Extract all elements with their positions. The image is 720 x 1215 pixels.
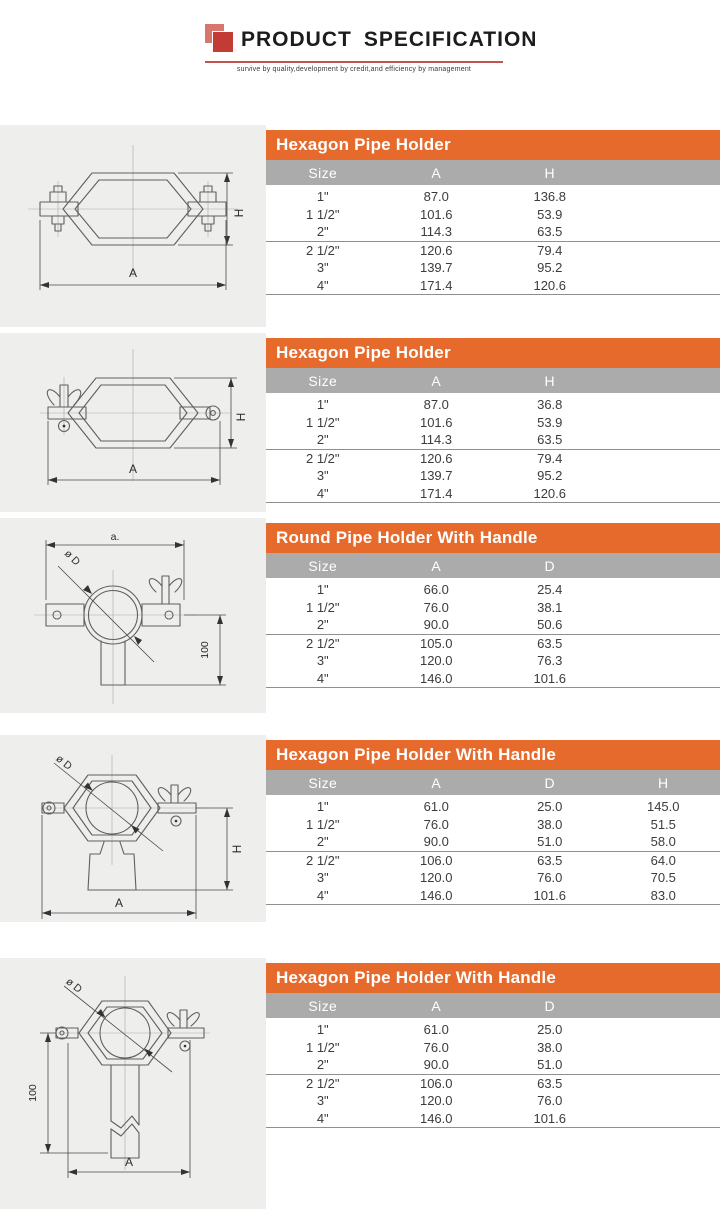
cell-value: 51.0 (537, 1057, 563, 1073)
column-header: Size (266, 160, 380, 185)
column-header: H (607, 770, 720, 795)
cell-value: 25.0 (537, 799, 563, 815)
cell-value: 51.0 (537, 834, 563, 850)
table-row (266, 223, 720, 241)
cell-value: 76.0 (423, 599, 449, 615)
cell-empty (607, 1018, 720, 1039)
cell-empty (607, 652, 720, 670)
table-header-row (266, 368, 720, 393)
cell-value: 76.0 (423, 1039, 449, 1055)
column-header: H (493, 160, 607, 185)
drawing-panel-5 (0, 958, 266, 1209)
table-row (266, 833, 720, 851)
page-title (241, 20, 538, 60)
section-title-bar (266, 963, 720, 993)
brand-logo (205, 24, 239, 58)
section-hexagon-holder-handle-2 (0, 958, 720, 1209)
cell-value: 63.5 (493, 634, 607, 652)
title-word-specification: SPECIFICATION (363, 28, 538, 51)
cell-value: 53.9 (537, 414, 563, 430)
section-title-bar (266, 523, 720, 553)
cell-value: 76.0 (423, 816, 449, 832)
page-header (0, 0, 720, 125)
drawing-panel-1 (0, 125, 266, 327)
cell-value: 53.9 (537, 206, 563, 222)
section-title: Hexagon Pipe Holder With Handle (276, 968, 556, 987)
table-row (266, 1039, 720, 1057)
section-hexagon-pipe-holder-2 (0, 333, 720, 512)
cell-empty (607, 206, 720, 224)
column-header: A (380, 368, 494, 393)
table-row (266, 414, 720, 432)
table-panel-3 (266, 518, 720, 713)
drawing-panel-4 (0, 735, 266, 922)
table-row (266, 485, 720, 503)
table-panel-2 (266, 333, 720, 512)
dim-label-height: H (232, 208, 246, 218)
cell-value: 101.6 (419, 206, 453, 222)
cell-value: 120.0 (419, 1093, 453, 1109)
cell-empty (607, 393, 720, 414)
section-title-bar (266, 338, 720, 368)
cell-value: 105.0 (380, 634, 494, 652)
cell-size: 3" (316, 468, 329, 484)
cell-value: 90.0 (423, 617, 449, 633)
spec-table-3 (266, 553, 720, 688)
cell-value: 70.5 (650, 870, 676, 886)
cell-value: 63.5 (493, 1074, 607, 1092)
column-header: Size (266, 993, 380, 1018)
column-header: D (493, 993, 607, 1018)
cell-empty (607, 467, 720, 485)
cell-value: 90.0 (423, 834, 449, 850)
dim-label-height: H (230, 844, 244, 854)
cell-size: 3" (316, 870, 329, 886)
column-header: D (493, 770, 607, 795)
cell-value: 106.0 (380, 851, 494, 869)
section-round-pipe-holder-handle (0, 518, 720, 713)
table-body (266, 795, 720, 905)
cell-size: 4" (266, 485, 380, 503)
cell-value: 87.0 (423, 397, 449, 413)
table-row (266, 1092, 720, 1110)
cell-value: 146.0 (380, 1110, 494, 1128)
column-header: H (493, 368, 607, 393)
cell-value: 58.0 (650, 834, 676, 850)
cell-size: 2" (316, 1057, 329, 1073)
cell-empty (607, 241, 720, 259)
centerlines (28, 145, 238, 277)
cell-empty (607, 1074, 720, 1092)
spec-table-2 (266, 368, 720, 503)
cell-size: 4" (266, 277, 380, 295)
table-row (266, 431, 720, 449)
column-header: D (493, 553, 607, 578)
dim-top-width (46, 531, 184, 600)
cell-empty (607, 223, 720, 241)
cell-size: 1 1/2" (305, 1039, 340, 1055)
table-header-row (266, 160, 720, 185)
dim-label-width: A (114, 896, 124, 910)
cell-size: 1 1/2" (305, 206, 340, 222)
table-row (266, 816, 720, 834)
column-header-empty (607, 553, 720, 578)
cell-value: 95.2 (537, 468, 563, 484)
dim-label-height: H (234, 412, 248, 422)
cell-value: 101.6 (493, 887, 607, 905)
table-row (266, 185, 720, 206)
cell-size: 1 1/2" (305, 414, 340, 430)
section-title-bar (266, 740, 720, 770)
cell-size: 2" (316, 617, 329, 633)
table-row (266, 1056, 720, 1074)
cell-value: 101.6 (493, 1110, 607, 1128)
table-row (266, 259, 720, 277)
cell-empty (607, 431, 720, 449)
cell-value: 101.6 (493, 670, 607, 688)
table-panel-1 (266, 125, 720, 327)
cell-size: 2" (316, 224, 329, 240)
brand-block (205, 20, 538, 73)
cell-empty (607, 485, 720, 503)
table-row (266, 1110, 720, 1128)
cell-empty (607, 1039, 720, 1057)
dim-label-a: a. (110, 531, 120, 543)
cell-value: 120.6 (380, 241, 494, 259)
table-row (266, 206, 720, 224)
cell-value: 114.3 (420, 432, 453, 448)
cell-value: 95.2 (537, 260, 563, 276)
cell-size: 4" (266, 670, 380, 688)
column-header: A (380, 770, 494, 795)
cell-value: 146.0 (380, 670, 494, 688)
cell-size: 1" (316, 799, 329, 815)
dim-width (42, 815, 196, 919)
wing-nut-right (158, 785, 190, 826)
centerlines (54, 976, 210, 1170)
table-row (266, 467, 720, 485)
cell-empty (607, 578, 720, 599)
cell-value: 83.0 (607, 887, 720, 905)
cell-value: 38.1 (537, 599, 563, 615)
cell-value: 25.0 (537, 1022, 563, 1038)
table-panel-5 (266, 958, 720, 1209)
technical-drawing-hexagon-holder-hinged (0, 333, 266, 512)
tagline: survive by quality,development by credit,and efficiency by management (236, 66, 472, 73)
column-header: A (380, 553, 494, 578)
title-underline (205, 61, 503, 63)
cell-value: 106.0 (380, 1074, 494, 1092)
cell-size: 3" (316, 260, 329, 276)
cell-empty (607, 259, 720, 277)
wing-nut-top (149, 576, 181, 604)
cell-size: 1 1/2" (305, 599, 340, 615)
cell-value: 38.0 (537, 1039, 563, 1055)
spec-table-4 (266, 770, 720, 905)
table-header-row (266, 770, 720, 795)
cell-value: 120.0 (419, 870, 453, 886)
table-body (266, 393, 720, 503)
cell-value: 139.7 (419, 468, 453, 484)
cell-value: 120.6 (493, 277, 607, 295)
cell-size: 2 1/2" (266, 634, 380, 652)
dim-label-height: 100 (199, 641, 211, 659)
column-header-empty (607, 368, 720, 393)
column-header: A (380, 993, 494, 1018)
cell-empty (607, 1056, 720, 1074)
cell-value: 66.0 (423, 582, 449, 598)
cell-value: 120.6 (380, 449, 494, 467)
table-row (266, 869, 720, 887)
section-title: Round Pipe Holder With Handle (276, 528, 538, 547)
cell-value: 76.3 (537, 653, 563, 669)
table-row (266, 393, 720, 414)
dim-label-diameter: ø D (63, 975, 85, 996)
cell-empty (607, 277, 720, 295)
cell-size: 4" (266, 1110, 380, 1128)
section-title: Hexagon Pipe Holder With Handle (276, 745, 556, 764)
table-row (266, 634, 720, 652)
cell-size: 4" (266, 887, 380, 905)
column-header: A (380, 160, 494, 185)
cell-empty (607, 1110, 720, 1128)
cell-value: 64.0 (607, 851, 720, 869)
cell-value: 90.0 (423, 1057, 449, 1073)
cell-value: 61.0 (423, 1022, 449, 1038)
dim-label-width: A (124, 1155, 134, 1169)
title-word-product: PRODUCT (241, 28, 352, 51)
dim-label-diameter: ø D (53, 752, 75, 773)
drawing-panel-2 (0, 333, 266, 512)
section-title: Hexagon Pipe Holder (276, 343, 451, 362)
dim-height (136, 808, 244, 890)
cell-empty (607, 414, 720, 432)
cell-value: 76.0 (537, 870, 563, 886)
cell-value: 145.0 (646, 799, 680, 815)
cell-size: 1" (316, 582, 329, 598)
cell-value: 50.6 (537, 617, 563, 633)
cell-size: 2 1/2" (266, 449, 380, 467)
cell-size: 1" (316, 1022, 329, 1038)
table-row (266, 277, 720, 295)
table-header-row (266, 553, 720, 578)
cell-size: 2" (316, 432, 329, 448)
cell-value: 120.0 (419, 653, 453, 669)
cell-empty (607, 599, 720, 617)
column-header-empty (607, 993, 720, 1018)
wing-nut-right (167, 1010, 199, 1051)
dim-height (27, 1033, 108, 1153)
table-row (266, 241, 720, 259)
spec-table-1 (266, 160, 720, 295)
table-row (266, 887, 720, 905)
table-body (266, 1018, 720, 1128)
cell-size: 1" (316, 189, 329, 205)
spec-table-5 (266, 993, 720, 1128)
dim-width (68, 1040, 190, 1178)
dim-label-width: A (128, 462, 138, 476)
column-header: Size (266, 770, 380, 795)
table-row (266, 449, 720, 467)
cell-size: 3" (316, 1093, 329, 1109)
cell-value: 38.0 (537, 816, 563, 832)
table-row (266, 578, 720, 599)
cell-value: 79.4 (493, 449, 607, 467)
technical-drawing-hexagon-holder-long-handle (0, 958, 266, 1209)
table-body (266, 578, 720, 688)
cell-value: 63.5 (537, 432, 563, 448)
cell-size: 2 1/2" (266, 241, 380, 259)
cell-value: 114.3 (420, 224, 453, 240)
cell-value: 171.4 (380, 485, 494, 503)
table-row (266, 1074, 720, 1092)
cell-empty (607, 185, 720, 206)
cell-value: 63.5 (537, 224, 563, 240)
column-header: Size (266, 553, 380, 578)
cell-value: 87.0 (423, 189, 449, 205)
dim-label-diameter: ø D (61, 547, 83, 569)
table-panel-4 (266, 735, 720, 922)
technical-drawing-hexagon-holder (0, 125, 266, 327)
cell-value: 120.6 (493, 485, 607, 503)
cell-value: 36.8 (537, 397, 563, 413)
table-row (266, 616, 720, 634)
cell-size: 1 1/2" (305, 816, 340, 832)
table-header-row (266, 993, 720, 1018)
cell-empty (607, 634, 720, 652)
section-hexagon-holder-handle-1 (0, 735, 720, 922)
table-row (266, 1018, 720, 1039)
cell-value: 146.0 (380, 887, 494, 905)
cell-empty (607, 449, 720, 467)
table-row (266, 652, 720, 670)
cell-value: 25.4 (537, 582, 563, 598)
section-title: Hexagon Pipe Holder (276, 135, 451, 154)
table-row (266, 599, 720, 617)
cell-value: 79.4 (493, 241, 607, 259)
logo-square-dark (213, 32, 233, 52)
technical-drawing-round-holder-handle (0, 518, 266, 713)
dim-label-width: A (128, 266, 138, 280)
column-header: Size (266, 368, 380, 393)
technical-drawing-hexagon-holder-handle (0, 735, 266, 922)
cell-value: 171.4 (380, 277, 494, 295)
cell-value: 76.0 (537, 1093, 563, 1109)
dim-label-height: 100 (27, 1084, 39, 1102)
cell-value: 61.0 (423, 799, 449, 815)
section-title-bar (266, 130, 720, 160)
cell-empty (607, 616, 720, 634)
cell-value: 136.8 (533, 189, 567, 205)
table-row (266, 851, 720, 869)
table-row (266, 795, 720, 816)
cell-size: 3" (316, 653, 329, 669)
cell-empty (607, 670, 720, 688)
cell-size: 2" (316, 834, 329, 850)
dim-width (48, 421, 220, 485)
cell-value: 139.7 (419, 260, 453, 276)
cell-size: 2 1/2" (266, 851, 380, 869)
table-row (266, 670, 720, 688)
cell-size: 2 1/2" (266, 1074, 380, 1092)
cell-value: 51.5 (650, 816, 676, 832)
section-hexagon-pipe-holder-1 (0, 125, 720, 327)
cell-size: 1" (316, 397, 329, 413)
cell-value: 101.6 (419, 414, 453, 430)
table-body (266, 185, 720, 295)
column-header-empty (607, 160, 720, 185)
cell-empty (607, 1092, 720, 1110)
drawing-panel-3 (0, 518, 266, 713)
cell-value: 63.5 (493, 851, 607, 869)
